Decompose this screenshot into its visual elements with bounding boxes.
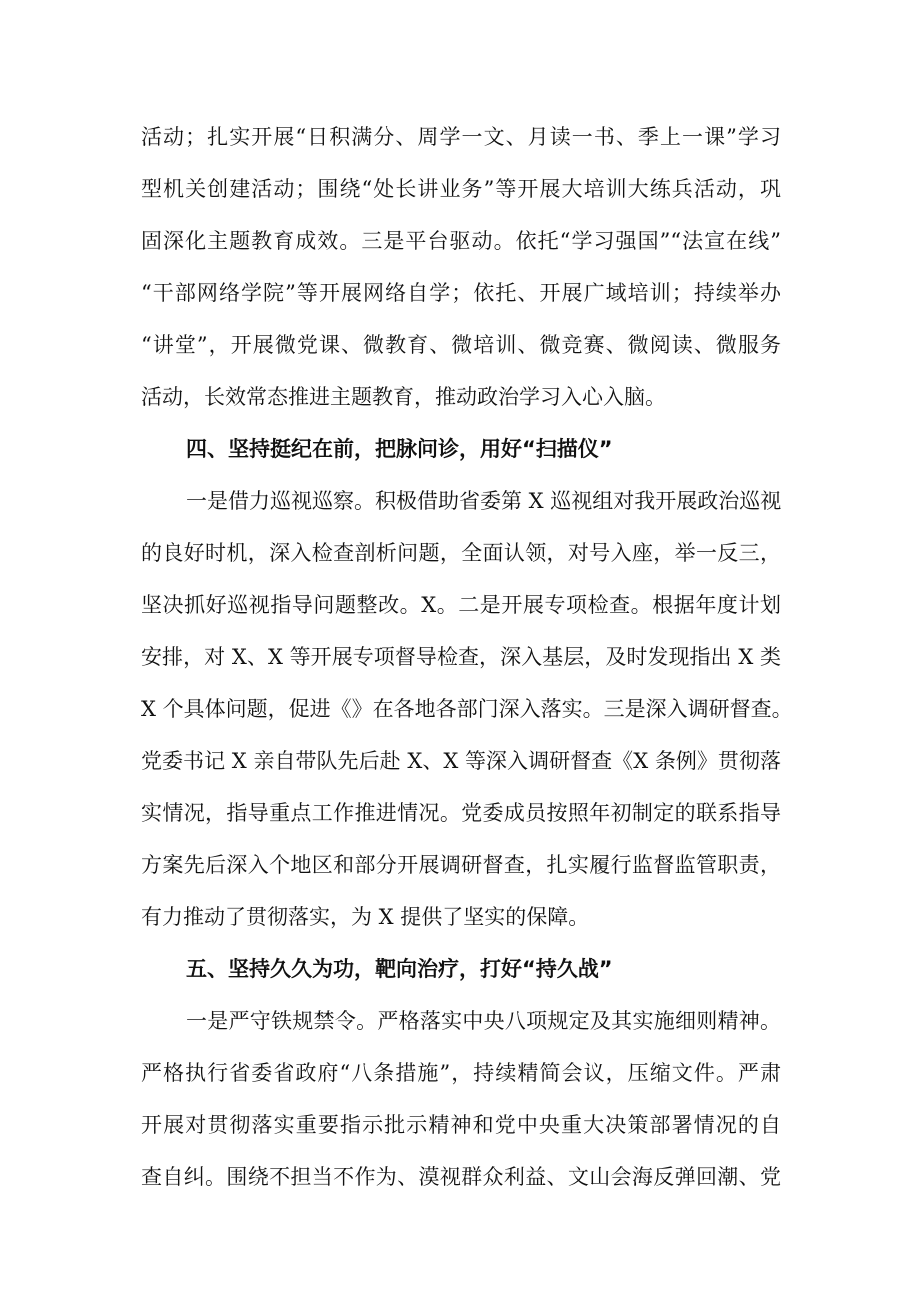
paragraph-1-line-6: 活动，长效常态推进主题教育，推动政治学习入心入脑。 bbox=[141, 385, 666, 409]
paragraph-3-line-1: 一是严守铁规禁令。严格落实中央八项规定及其实施细则精神。 bbox=[186, 1009, 781, 1033]
paragraph-3-line-4: 查自纠。围绕不担当不作为、漠视群众利益、文山会海反弹回潮、党 bbox=[141, 1165, 781, 1189]
paragraph-2-line-1: 一是借力巡视巡察。积极借助省委第 X 巡视组对我开展政治巡视 bbox=[186, 489, 782, 513]
paragraph-1-line-5: “讲堂”，开展微党课、微教育、微培训、微竞赛、微阅读、微服务 bbox=[141, 333, 781, 357]
section-heading-5: 五、坚持久久为功，靶向治疗，打好“持久战” bbox=[186, 957, 613, 981]
paragraph-2-line-6: 党委书记 X 亲自带队先后赴 X、X 等深入调研督查《X 条例》贯彻落 bbox=[141, 749, 781, 773]
paragraph-2-line-5: X 个具体问题，促进《》在各地各部门深入落实。三是深入调研督查。 bbox=[141, 697, 793, 721]
paragraph-3-line-2: 严格执行省委省政府“八条措施”，持续精简会议，压缩文件。严肃 bbox=[141, 1061, 781, 1085]
paragraph-1-line-2: 型机关创建活动；围绕“处长讲业务”等开展大培训大练兵活动，巩 bbox=[141, 177, 781, 201]
section-heading-4: 四、坚持挺纪在前，把脉问诊，用好“扫描仪” bbox=[186, 437, 613, 461]
paragraph-1-line-1: 活动；扎实开展“日积满分、周学一文、月读一书、季上一课”学习 bbox=[141, 125, 781, 149]
paragraph-2-line-3: 坚决抓好巡视指导问题整改。X。二是开展专项检查。根据年度计划 bbox=[141, 593, 781, 617]
paragraph-2-line-9: 有力推动了贯彻落实，为 X 提供了坚实的保障。 bbox=[141, 905, 590, 929]
paragraph-2-line-4: 安排，对 X、X 等开展专项督导检查，深入基层，及时发现指出 X 类 bbox=[141, 645, 781, 669]
paragraph-2-line-2: 的良好时机，深入检查剖析问题，全面认领，对号入座，举一反三， bbox=[141, 541, 781, 565]
paragraph-3-line-3: 开展对贯彻落实重要指示批示精神和党中央重大决策部署情况的自 bbox=[141, 1113, 781, 1137]
paragraph-1-line-4: “干部网络学院”等开展网络自学；依托、开展广域培训；持续举办 bbox=[141, 281, 781, 305]
paragraph-1-line-3: 固深化主题教育成效。三是平台驱动。依托“学习强国”“法宣在线” bbox=[141, 229, 781, 253]
paragraph-2-line-7: 实情况，指导重点工作推进情况。党委成员按照年初制定的联系指导 bbox=[141, 801, 781, 825]
paragraph-2-line-8: 方案先后深入个地区和部分开展调研督查，扎实履行监督监管职责， bbox=[141, 853, 781, 877]
